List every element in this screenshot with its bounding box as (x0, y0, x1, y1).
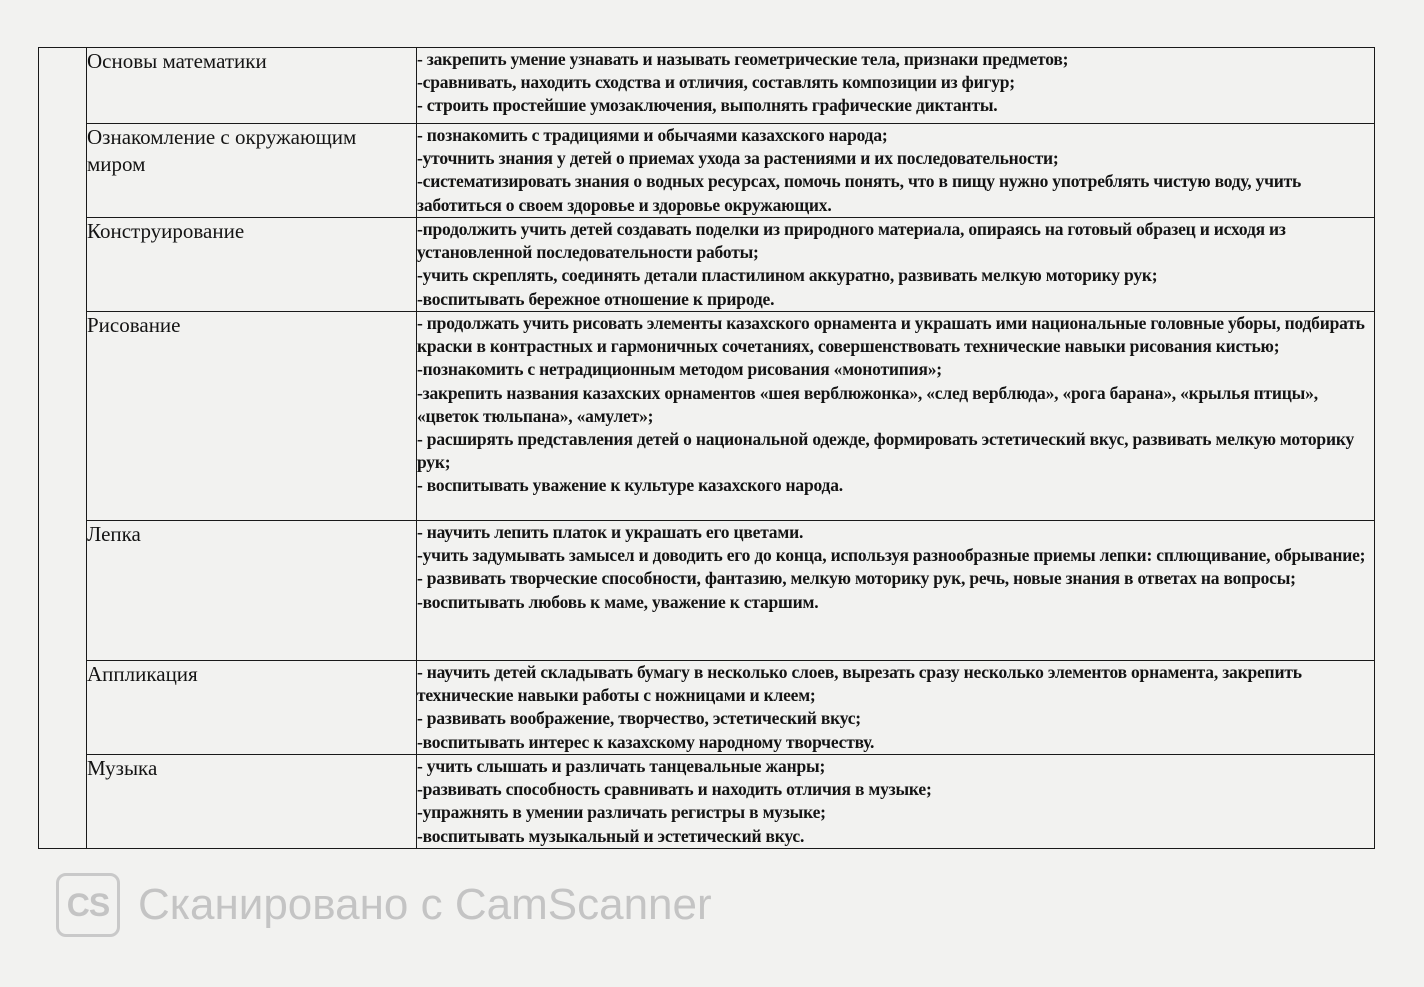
goal-item: -воспитывать любовь к маме, уважение к старшим. (417, 591, 819, 612)
goal-item: -систематизировать знания о водных ресурсах, помочь понять, что в пищу нужно употреблять чистую воду, учить заботиться о своем здоровье и здоровье окружающих. (417, 171, 1302, 215)
table-row (39, 755, 1375, 849)
table-body (39, 48, 1375, 849)
goal-item: - воспитывать уважение к культуре казахского народа. (417, 475, 843, 496)
table-row (39, 218, 1375, 312)
goal-item: -воспитывать музыкальный и эстетический вкус. (417, 825, 805, 846)
blank-cell (39, 312, 87, 521)
goal-item: - развивать воображение, творчество, эстетический вкус; (417, 708, 861, 729)
table-row (39, 124, 1375, 218)
table-row (39, 48, 1375, 124)
camscanner-logo-icon: CS (56, 873, 120, 937)
table-row (39, 312, 1375, 521)
blank-cell (39, 661, 87, 755)
goals-cell (417, 124, 1375, 218)
curriculum-table (38, 47, 1375, 849)
goal-item: - строить простейшие умозаключения, выполнять графические диктанты. (417, 95, 998, 116)
subject-cell: Конструирование (87, 218, 417, 312)
subject-cell: Музыка (87, 755, 417, 849)
subject-cell: Рисование (87, 312, 417, 521)
goal-item: - научить детей складывать бумагу в несколько слоев, вырезать сразу несколько элементов орнамента, закрепить технические навыки работы с ножницами и клеем; (417, 662, 1302, 706)
goal-item: - развивать творческие способности, фантазию, мелкую моторику рук, речь, новые знания в ответах на вопросы; (417, 568, 1296, 589)
subject-cell: Лепка (87, 521, 417, 661)
goal-item: - расширять представления детей о национальной одежде, формировать эстетический вкус, развивать мелкую моторику рук; (417, 429, 1355, 473)
goals-cell (417, 661, 1375, 755)
blank-cell (39, 124, 87, 218)
camscanner-watermark (56, 872, 712, 938)
goals-cell (417, 312, 1375, 521)
goal-item: - познакомить с традициями и обычаями казахского народа; (417, 125, 888, 145)
goals-cell (417, 218, 1375, 312)
goal-item: -сравнивать, находить сходства и отличия, составлять композиции из фигур; (417, 72, 1015, 93)
table-row (39, 661, 1375, 755)
subject-cell: Ознакомление с окружающим миром (87, 124, 417, 218)
goals-cell (417, 755, 1375, 849)
goal-item: - закрепить умение узнавать и называть геометрические тела, признаки предметов; (417, 49, 1069, 69)
goals-cell (417, 48, 1375, 124)
goal-item: -продолжить учить детей создавать поделки из природного материала, опираясь на готовый образец и исходя из установленной последовательности работы; (417, 219, 1286, 263)
goals-cell (417, 521, 1375, 661)
goal-item: -учить скреплять, соединять детали пластилином аккуратно, развивать мелкую моторику рук; (417, 265, 1158, 286)
goal-item: -упражнять в умении различать регистры в музыке; (417, 802, 826, 823)
goal-item: -закрепить названия казахских орнаментов «шея верблюжонка», «след верблюда», «рога барана», «крылья птицы», «цветок тюльпана», «амулет»; (417, 382, 1318, 426)
goal-item: -воспитывать бережное отношение к природе. (417, 288, 775, 309)
goal-item: -развивать способность сравнивать и находить отличия в музыке; (417, 779, 932, 800)
goal-item: - учить слышать и различать танцевальные жанры; (417, 756, 826, 776)
watermark-text: Сканировано с CamScanner (138, 880, 712, 929)
blank-cell (39, 521, 87, 661)
blank-cell (39, 48, 87, 124)
blank-cell (39, 218, 87, 312)
blank-cell (39, 755, 87, 849)
goal-item: - продолжать учить рисовать элементы казахского орнамента и украшать ими национальные головные уборы, подбирать краски в контрастных и гармоничных сочетаниях, совершенствовать технические навыки рисования кистью; (417, 313, 1365, 357)
table-row (39, 521, 1375, 661)
goal-item: -уточнить знания у детей о приемах ухода за растениями и их последовательности; (417, 148, 1059, 169)
subject-cell: Аппликация (87, 661, 417, 755)
goal-item: -воспитывать интерес к казахскому народному творчеству. (417, 731, 875, 752)
goal-item: -учить задумывать замысел и доводить его до конца, используя разнообразные приемы лепки: сплющивание, обрывание; (417, 545, 1366, 566)
goal-item: - научить лепить платок и украшать его цветами. (417, 522, 804, 542)
goal-item: -познакомить с нетрадиционным методом рисования «монотипия»; (417, 359, 942, 380)
subject-cell: Основы математики (87, 48, 417, 124)
